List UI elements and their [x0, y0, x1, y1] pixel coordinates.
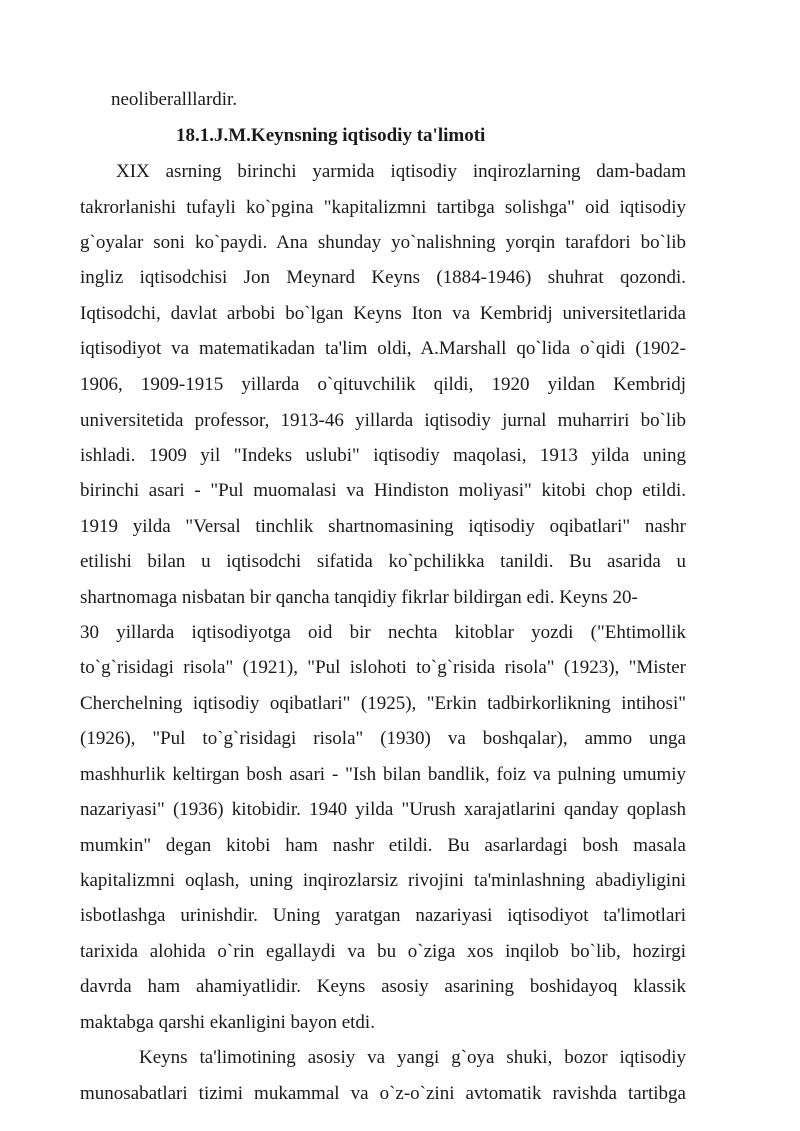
text-line: 1919 yilda "Versal tinchlik shartnomasining iqtisodiy oqibatlari" nashr — [80, 516, 686, 537]
text-line: XIX asrning birinchi yarmida iqtisodiy inqirozlarning dam-badam — [116, 161, 686, 182]
text-line: tarixida alohida o`rin egallaydi va bu o`ziga xos inqilob bo`lib, hozirgi — [80, 941, 686, 962]
text-line: nazariyasi" (1936) kitobidir. 1940 yilda "Urush xarajatlarini qanday qoplash — [80, 799, 686, 820]
text-line: universitetida professor, 1913-46 yillarda iqtisodiy jurnal muharriri bo`lib — [80, 410, 686, 431]
text-line: 30 yillarda iqtisodiyotga oid bir nechta kitoblar yozdi ("Ehtimollik — [80, 622, 686, 643]
intro-tail-text: neoliberalllardir. — [111, 89, 238, 110]
text-line: 1906, 1909-1915 yillarda o`qituvchilik qildi, 1920 yildan Kembridj — [80, 374, 686, 395]
text-line: takrorlanishi tufayli ko`pgina "kapitalizmni tartibga solishga" oid iqtisodiy — [80, 197, 686, 218]
text-line: birinchi asari - "Pul muomalasi va Hindiston moliyasi" kitobi chop etildi. — [80, 480, 686, 501]
text-line: mashhurlik keltirgan bosh asari - "Ish bilan bandlik, foiz va pulning umumiy — [80, 764, 686, 785]
text-line: Keyns ta'limotining asosiy va yangi g`oya shuki, bozor iqtisodiy — [139, 1047, 686, 1068]
text-line: (1926), "Pul to`g`risidagi risola" (1930) va boshqalar), ammo unga — [80, 728, 686, 749]
text-line: munosabatlari tizimi mukammal va o`z-o`zini avtomatik ravishda tartibga — [80, 1083, 686, 1104]
text-line: isbotlashga urinishdir. Uning yaratgan nazariyasi iqtisodiyot ta'limotlari — [80, 905, 686, 926]
section-heading: 18.1.J.M.Keynsning iqtisodiy ta'limoti — [176, 125, 486, 146]
text-line: davrda ham ahamiyatlidir. Keyns asosiy asarining boshidayoq klassik — [80, 976, 686, 997]
text-line: g`oyalar soni ko`paydi. Ana shunday yo`nalishning yorqin tarafdori bo`lib — [80, 232, 686, 253]
text-line: kapitalizmni oqlash, uning inqirozlarsiz rivojini ta'minlashning abadiyligini — [80, 870, 686, 891]
text-line: ishladi. 1909 yil "Indeks uslubi" iqtisodiy maqolasi, 1913 yilda uning — [80, 445, 686, 466]
text-line: to`g`risidagi risola" (1921), "Pul islohoti to`g`risida risola" (1923), "Mister — [80, 657, 686, 678]
text-line: iqtisodiyot va matematikadan ta'lim oldi, A.Marshall qo`lida o`qidi (1902- — [80, 338, 686, 359]
text-line: Cherchelning iqtisodiy oqibatlari" (1925), "Erkin tadbirkorlikning intihosi" — [80, 693, 686, 714]
text-line: ingliz iqtisodchisi Jon Meynard Keyns (1884-1946) shuhrat qozondi. — [80, 267, 686, 288]
text-line: maktabga qarshi ekanligini bayon etdi. — [80, 1012, 375, 1033]
text-line: mumkin" degan kitobi ham nashr etildi. Bu asarlardagi bosh masala — [80, 835, 686, 856]
text-line: shartnomaga nisbatan bir qancha tanqidiy fikrlar bildirgan edi. Keyns 20- — [80, 587, 638, 608]
text-line: etilishi bilan u iqtisodchi sifatida ko`pchilikka tanildi. Bu asarida u — [80, 551, 686, 572]
text-line: Iqtisodchi, davlat arbobi bo`lgan Keyns Iton va Kembridj universitetlarida — [80, 303, 686, 324]
